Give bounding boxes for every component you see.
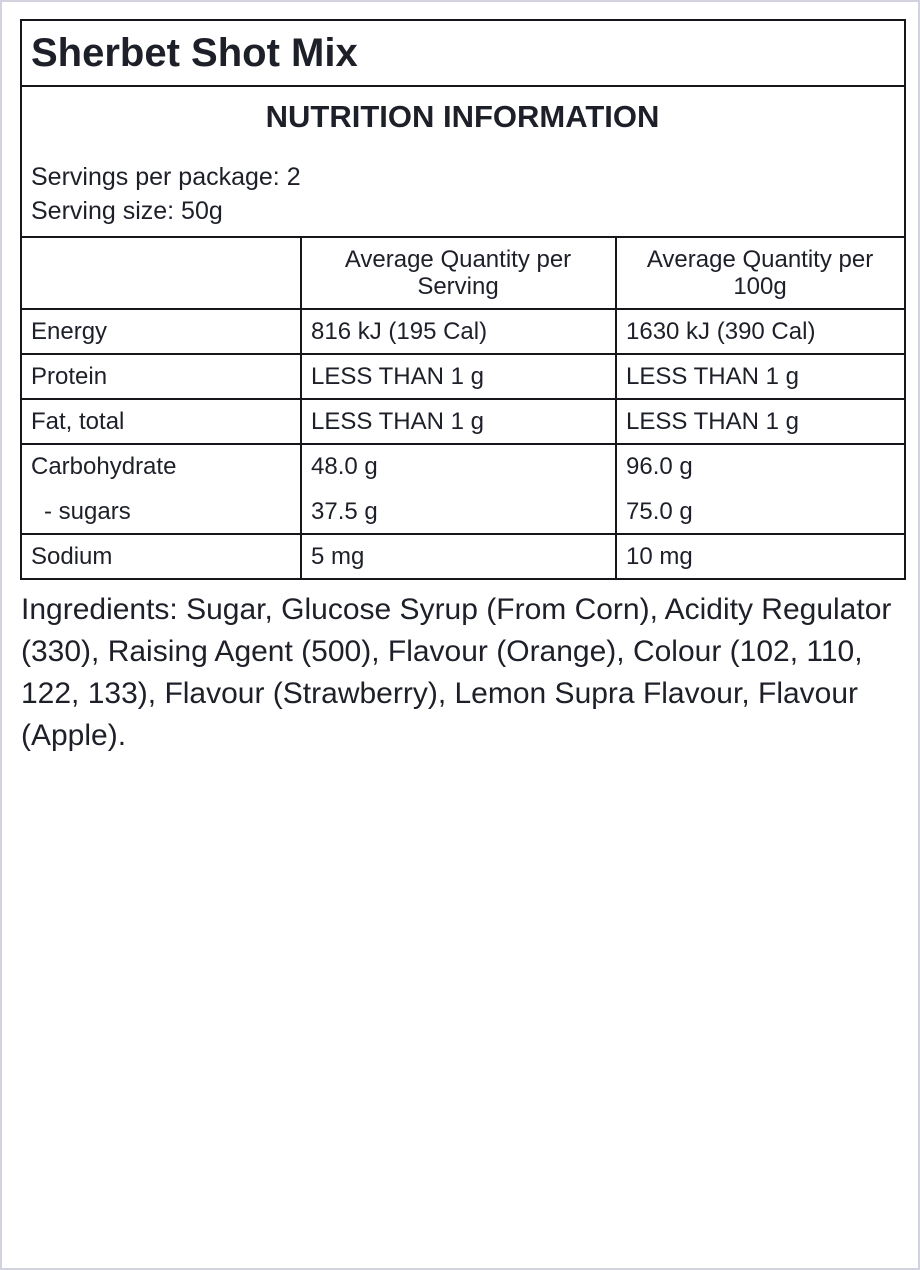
row-label (21, 444, 301, 534)
serving-size: Serving size: 50g (31, 197, 223, 225)
row-value-serving: 5 mg (301, 534, 616, 579)
row-label: Sodium (21, 534, 301, 579)
carbohydrate-label: Carbohydrate (31, 453, 177, 480)
sugars-100g-value: 75.0 g (626, 498, 693, 525)
product-title: Sherbet Shot Mix (31, 31, 358, 75)
label-container (20, 19, 904, 757)
table-row-energy (21, 309, 905, 354)
info-row (21, 86, 905, 237)
sugars-label: - sugars (44, 498, 131, 525)
nutrition-information-heading: NUTRITION INFORMATION (265, 99, 660, 134)
row-value-serving (301, 444, 616, 534)
sugars-serving-value: 37.5 g (311, 498, 378, 525)
info-cell (21, 86, 905, 237)
title-cell (21, 20, 905, 86)
table-row-sodium (21, 534, 905, 579)
column-header-empty (21, 237, 301, 309)
title-row (21, 20, 905, 86)
table-header-row (21, 237, 905, 309)
row-label: Protein (21, 354, 301, 399)
table-row-carbohydrate (21, 444, 905, 534)
row-value-serving: LESS THAN 1 g (301, 354, 616, 399)
table-row-fat (21, 399, 905, 444)
row-value-100g: 10 mg (616, 534, 905, 579)
row-value-100g: LESS THAN 1 g (616, 399, 905, 444)
row-value-serving: LESS THAN 1 g (301, 399, 616, 444)
row-value-100g (616, 444, 905, 534)
row-value-100g: 1630 kJ (390 Cal) (616, 309, 905, 354)
row-value-serving: 816 kJ (195 Cal) (301, 309, 616, 354)
row-label: Energy (21, 309, 301, 354)
carbohydrate-serving-value: 48.0 g (311, 453, 378, 480)
column-header-per-100g: Average Quantity per 100g (616, 237, 905, 309)
nutrition-table (20, 19, 906, 580)
column-header-per-serving: Average Quantity per Serving (301, 237, 616, 309)
servings-per-package: Servings per package: 2 (31, 163, 301, 191)
ingredients-text: Ingredients: Sugar, Glucose Syrup (From Corn), Acidity Regulator (330), Raising Agent (500), Flavour (Orange), Colour (102, 110, 122, 133), Flavour (Strawberry), Lemon Supra Flavour, Flavour (Apple). (21, 593, 892, 752)
table-row-protein (21, 354, 905, 399)
row-label: Fat, total (21, 399, 301, 444)
row-value-100g: LESS THAN 1 g (616, 354, 905, 399)
carbohydrate-100g-value: 96.0 g (626, 453, 693, 480)
